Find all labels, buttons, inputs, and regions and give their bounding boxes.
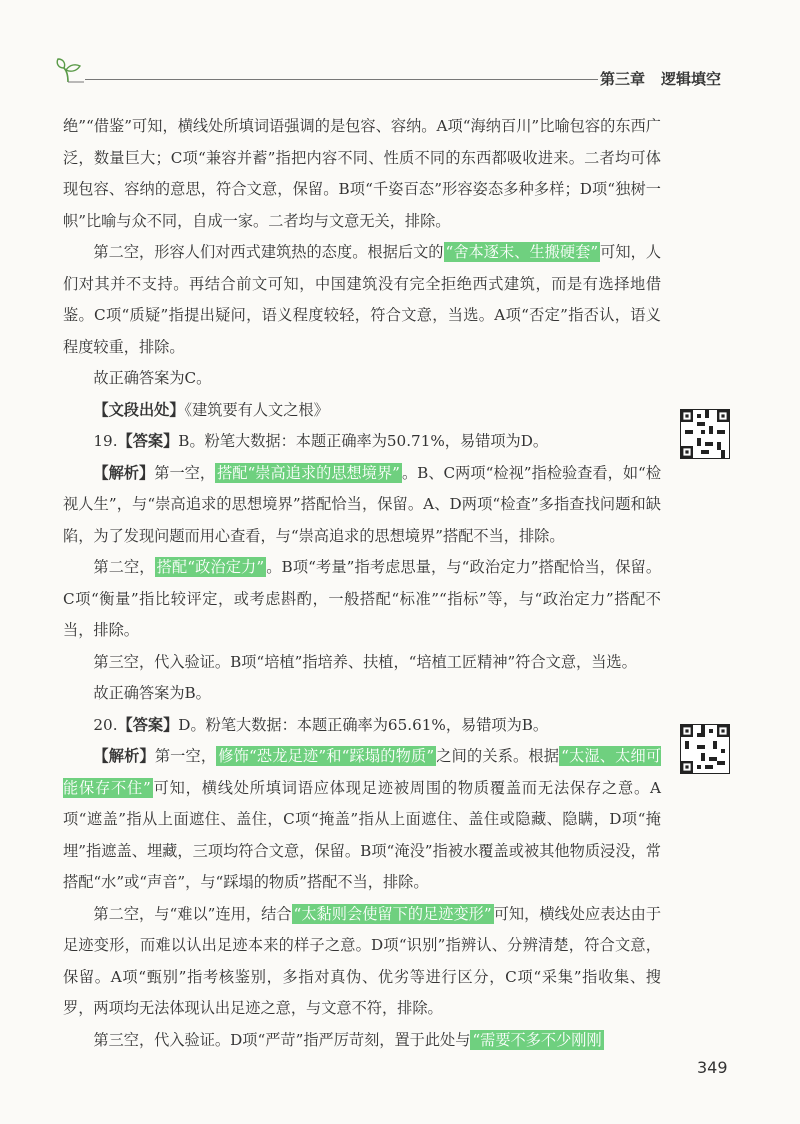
answer-tag: 【答案】 (117, 715, 179, 734)
paragraph-text: 可知，横线处应表达由于足迹变形，而难以认出足迹本来的样子之意。D项“识别”指辨认、分辨清楚，符合文意，保留。A项“甄别”指考核鉴别，多指对真伪、优劣等进行区分，C项“采集”指收集、搜罗，两项均无法体现认出足迹之意，与文意不符，排除。 (63, 904, 662, 1017)
page-header (0, 0, 800, 100)
highlight: “需要不多不少刚刚 (472, 1030, 602, 1049)
source-tag: 【文段出处】 (93, 400, 185, 419)
paragraph-text: 之间的关系。根据 (436, 747, 560, 765)
analysis-19 (63, 458, 661, 553)
paragraph-text: 第三空，代入验证。B项“培植”指培养、扶植，“培植工匠精神”符合文意，当选。 (93, 652, 637, 671)
source-line (63, 395, 661, 427)
paragraph-text: 第三空，代入验证。D项“严苛”指严厉苛刻，置于此处与 (93, 1030, 471, 1049)
answer-text: B。粉笔大数据：本题正确率为50.71%，易错项为D。 (178, 432, 549, 450)
paragraph (63, 237, 661, 363)
paragraph (63, 1025, 661, 1057)
question-number: 20. (93, 715, 118, 734)
highlight: 搭配“政治定力” (156, 558, 265, 576)
analysis-tag: 【解析】 (93, 463, 155, 482)
paragraph-text: 第一空， (154, 747, 217, 765)
page-body (63, 111, 661, 1056)
answer-line (63, 363, 661, 395)
qr-code-icon[interactable] (680, 724, 730, 774)
qr-pattern (681, 410, 729, 458)
page-number: 349 (697, 1058, 728, 1077)
paragraph-text: 第二空，与“难以”连用，结合 (93, 904, 292, 923)
paragraph-text: 第二空， (93, 558, 155, 576)
chapter-title (600, 68, 721, 89)
highlight: “太湿、太细可能保存不住” (63, 747, 662, 797)
chapter-label: 第三章 (600, 70, 646, 88)
paragraph-text: 第一空， (154, 463, 216, 482)
paragraph-text: 第二空，形容人们对西式建筑热的态度。根据后文的 (93, 243, 444, 261)
answer-text: D。粉笔大数据：本题正确率为65.61%，易错项为B。 (178, 715, 549, 734)
paragraph-text: 。B、C两项“检视”指检验查看，如“检视人生”，与“崇高追求的思想境界”搭配恰当，保留。A、D两项“检查”多指查找问题和缺陷，为了发现问题而用心查看，与“崇高追求的思想境界”搭配不当，排除。 (63, 463, 662, 545)
qr-code-icon[interactable] (680, 409, 730, 459)
highlight: 修饰“恐龙足迹”和“踩塌的物质” (218, 747, 435, 765)
highlight: “太黏则会使留下的足迹变形” (293, 904, 492, 923)
source-title: 《建筑要有人文之根》 (184, 400, 329, 419)
answer-tag: 【答案】 (117, 432, 179, 450)
paragraph-text: 可知，横线处所填词语应体现足迹被周围的物质覆盖而无法保存之意。A项“遮盖”指从上面遮住、盖住，C项“掩盖”指从上面遮住、盖住或隐藏、隐瞒，D项“掩埋”指遮盖、埋藏，三项均符合文意，保留。B项“淹没”指被水覆盖或被其他物质浸没，常搭配“水”或“声音”，与“踩塌的物质”搭配不当，排除。 (63, 778, 662, 891)
paragraph-text: 故正确答案为B。 (93, 684, 211, 702)
paragraph (63, 899, 661, 1025)
paragraph (63, 111, 661, 237)
analysis-20 (63, 741, 661, 899)
question-number: 19. (93, 432, 118, 450)
qr-pattern (681, 725, 729, 773)
answer-line (63, 678, 661, 710)
answer-19 (63, 426, 661, 458)
highlight: “舍本逐末、生搬硬套” (445, 243, 599, 261)
section-label: 逻辑填空 (661, 70, 722, 88)
paragraph-text: 可知，人们对其并不支持。再结合前文可知，中国建筑没有完全拒绝西式建筑，而是有选择地借鉴。C项“质疑”指提出疑问，语义程度较轻，符合文意，当选。A项“否定”指否认，语义程度较重，排除。 (63, 243, 662, 356)
paragraph-text: 。B项“考量”指考虑思量，与“政治定力”搭配恰当，保留。C项“衡量”指比较评定，或考虑斟酌，一般搭配“标准”“指标”等，与“政治定力”搭配不当，排除。 (63, 558, 662, 639)
highlight: 搭配“崇高追求的思想境界” (217, 463, 400, 482)
paragraph (63, 552, 661, 647)
paragraph-text: 绝”“借鉴”可知，横线处所填词语强调的是包容、容纳。A项“海纳百川”比喻包容的东西广泛，数量巨大；C项“兼容并蓄”指把内容不同、性质不同的东西都吸收进来。二者均可体现包容、容纳的意思，符合文意，保留。B项“千姿百态”形容姿态多种多样；D项“独树一帜”比喻与众不同，自成一家。二者均与文意无关，排除。 (63, 117, 661, 230)
analysis-tag: 【解析】 (93, 747, 155, 765)
answer-20 (63, 710, 661, 742)
paragraph (63, 647, 661, 679)
paragraph-text: 故正确答案为C。 (93, 369, 212, 387)
header-rule (85, 79, 598, 80)
